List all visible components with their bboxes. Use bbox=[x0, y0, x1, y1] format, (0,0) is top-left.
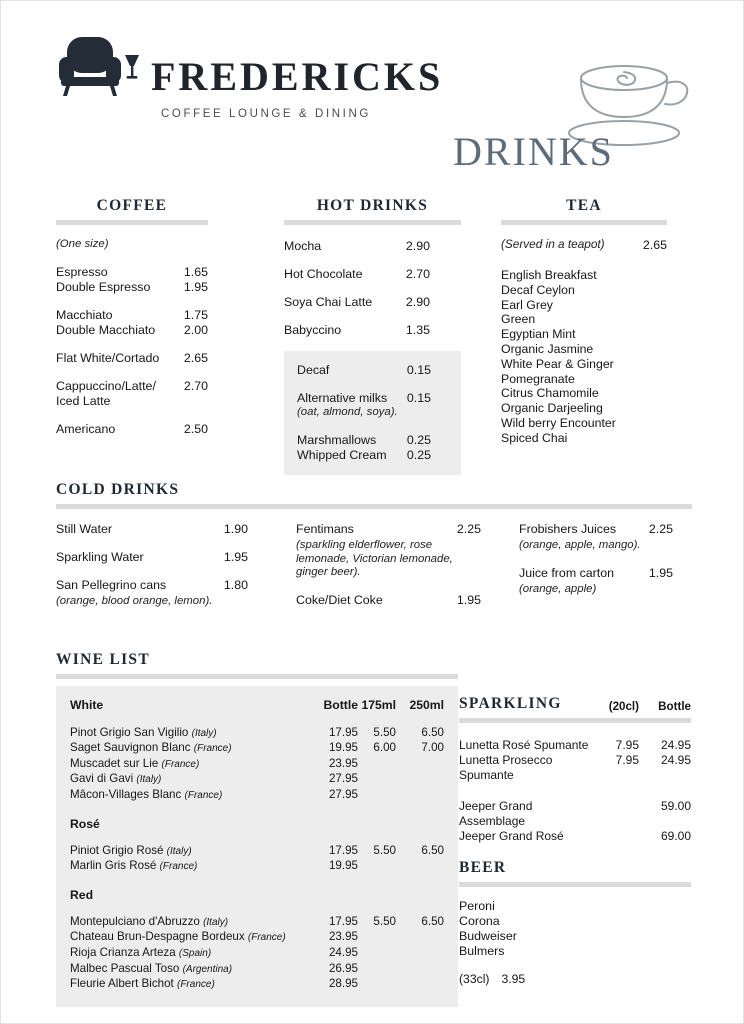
menu-item-row bbox=[296, 593, 481, 608]
menu-item bbox=[519, 522, 673, 553]
item-name: Espresso bbox=[56, 264, 108, 279]
wine-list-panel bbox=[56, 686, 458, 1007]
wine-origin: (France) bbox=[161, 758, 200, 770]
wine-name: Fleurie Albert Bichot bbox=[70, 977, 174, 991]
item-price-bottle: 24.95 bbox=[660, 738, 691, 752]
coffee-group bbox=[56, 265, 208, 295]
item-price: 1.95 bbox=[456, 592, 481, 607]
coffee-group bbox=[56, 379, 208, 409]
item-name: Lunetta Prosecco Spumante bbox=[459, 753, 553, 782]
coffee-title-underline bbox=[56, 220, 208, 225]
item-name: Alternative milks bbox=[297, 391, 388, 405]
wine-origin: (Argentina) bbox=[182, 963, 233, 975]
menu-item-row bbox=[459, 799, 691, 829]
item-price: 2.65 bbox=[183, 350, 208, 365]
brand-title: FREDERICKS bbox=[151, 54, 444, 99]
wine-price-175ml: 5.50 bbox=[373, 914, 396, 928]
wine-column-250ml: 250ml bbox=[409, 698, 444, 712]
wine-price-bottle: 27.95 bbox=[328, 772, 358, 786]
item-price: 1.95 bbox=[648, 565, 673, 580]
tea-title-underline bbox=[501, 220, 667, 225]
wine-list-section-title: WINE LIST bbox=[56, 651, 150, 668]
wine-row bbox=[70, 788, 444, 804]
menu-item-row bbox=[56, 379, 208, 394]
wine-rows-rose bbox=[70, 844, 444, 875]
wine-table-header bbox=[70, 698, 444, 713]
item-name: Frobishers Juices bbox=[519, 522, 617, 536]
coffee-size-note: (One size) bbox=[56, 238, 109, 250]
wine-origin: (Italy) bbox=[191, 727, 217, 739]
item-name: Lunetta Rosé Spumante bbox=[459, 738, 589, 752]
tea-price: 2.65 bbox=[642, 238, 667, 252]
wine-price-250ml: 6.50 bbox=[421, 843, 444, 857]
cold-drinks-column-2 bbox=[296, 522, 481, 622]
item-name: Mocha bbox=[284, 239, 322, 253]
wine-column-bottle: Bottle bbox=[323, 698, 358, 712]
wine-row bbox=[70, 844, 444, 860]
beer-size-note: (33cl) bbox=[459, 972, 490, 986]
wine-price-bottle: 19.95 bbox=[328, 741, 358, 755]
wine-name: Muscadet sur Lie bbox=[70, 756, 159, 770]
hot-drinks-section bbox=[284, 197, 461, 475]
wine-name: Marlin Gris Rosé bbox=[70, 859, 157, 873]
tea-variety: Citrus Chamomile bbox=[501, 386, 599, 401]
menu-item-row bbox=[459, 753, 691, 783]
wine-origin: (France) bbox=[247, 932, 286, 944]
menu-item-row bbox=[459, 738, 691, 753]
wine-category-label: Red bbox=[70, 887, 94, 902]
item-price: 0.15 bbox=[406, 391, 431, 405]
wine-origin: (France) bbox=[176, 979, 215, 991]
tea-variety: Pomegranate bbox=[501, 371, 575, 386]
cold-drinks-title-underline bbox=[56, 504, 692, 509]
item-price-20cl: 7.95 bbox=[615, 738, 639, 752]
item-name: Soya Chai Latte bbox=[284, 295, 373, 309]
wine-rows-white bbox=[70, 726, 444, 804]
brand-tagline: COFFEE LOUNGE & DINING bbox=[161, 108, 371, 120]
wine-name: Saget Sauvignon Blanc bbox=[70, 741, 191, 755]
item-price: 1.75 bbox=[183, 307, 208, 322]
menu-item-row bbox=[56, 422, 208, 437]
item-name: San Pellegrino cans bbox=[56, 578, 167, 592]
item-name: Americano bbox=[56, 421, 116, 436]
sparkling-column-20cl: (20cl) bbox=[608, 700, 639, 713]
item-name: Flat White/Cortado bbox=[56, 350, 160, 365]
page-title: DRINKS bbox=[453, 129, 614, 174]
item-note: (orange, apple) bbox=[519, 582, 597, 595]
wine-price-bottle: 26.95 bbox=[328, 961, 358, 975]
beer-size-row bbox=[459, 972, 691, 986]
wine-row bbox=[70, 977, 444, 993]
item-name: Marshmallows bbox=[297, 432, 377, 447]
wine-row bbox=[70, 726, 444, 742]
menu-item-row bbox=[519, 566, 673, 581]
wine-origin: (Italy) bbox=[136, 774, 162, 786]
item-name: Whipped Cream bbox=[297, 447, 387, 462]
wine-price-250ml: 6.50 bbox=[421, 725, 444, 739]
wine-row bbox=[70, 946, 444, 962]
tea-variety: Decaf Ceylon bbox=[501, 282, 575, 297]
item-price-20cl: 7.95 bbox=[615, 753, 639, 767]
item-name: Babyccino bbox=[284, 323, 342, 337]
sparkling-columns-header bbox=[599, 700, 691, 713]
item-price-bottle: 59.00 bbox=[660, 799, 691, 813]
wine-price-bottle: 17.95 bbox=[328, 725, 358, 739]
tea-variety: Egyptian Mint bbox=[501, 327, 576, 342]
item-name: Hot Chocolate bbox=[284, 267, 363, 281]
item-price-bottle: 69.00 bbox=[660, 829, 691, 843]
beer-item: Budweiser bbox=[459, 929, 517, 943]
item-note: (orange, blood orange, lemon). bbox=[56, 595, 213, 607]
beer-item: Peroni bbox=[459, 899, 495, 913]
tea-variety: Organic Jasmine bbox=[501, 341, 594, 356]
coffee-group bbox=[56, 308, 208, 338]
tea-variety: Green bbox=[501, 312, 536, 327]
tea-variety: Organic Darjeeling bbox=[501, 401, 603, 416]
menu-item-row bbox=[56, 265, 208, 280]
item-name: Still Water bbox=[56, 522, 112, 536]
tea-serving-row bbox=[501, 238, 667, 253]
menu-item-row bbox=[296, 522, 481, 537]
coffee-section bbox=[56, 197, 208, 437]
wine-name: Mâcon-Villages Blanc bbox=[70, 787, 182, 801]
tea-variety: White Pear & Ginger bbox=[501, 356, 614, 371]
menu-item-row bbox=[284, 267, 430, 282]
wine-price-175ml: 5.50 bbox=[373, 843, 396, 857]
wine-price-bottle: 17.95 bbox=[328, 843, 358, 857]
item-price: 1.80 bbox=[223, 578, 248, 592]
item-price: 2.90 bbox=[405, 295, 430, 309]
cold-drinks-section bbox=[56, 481, 692, 622]
wine-name: Pinot Grigio San Vigilio bbox=[70, 725, 189, 739]
cold-drinks-column-3 bbox=[519, 522, 673, 622]
beer-section bbox=[459, 859, 691, 986]
menu-item-row bbox=[284, 239, 430, 254]
wine-price-250ml: 6.50 bbox=[421, 914, 444, 928]
item-price: 0.25 bbox=[406, 432, 431, 447]
hot-drinks-list bbox=[284, 239, 461, 338]
wine-price-bottle: 24.95 bbox=[328, 945, 358, 959]
item-name: Jeeper Grand Assemblage bbox=[459, 799, 533, 828]
menu-item-row bbox=[56, 323, 208, 338]
item-price: 2.70 bbox=[183, 378, 208, 393]
wine-list-title-underline bbox=[56, 674, 458, 679]
menu-item bbox=[519, 566, 673, 597]
wine-price-bottle: 23.95 bbox=[328, 930, 358, 944]
wine-row bbox=[70, 962, 444, 978]
hot-drinks-section-title: HOT DRINKS bbox=[316, 197, 429, 214]
item-name: Coke/Diet Coke bbox=[296, 592, 383, 607]
menu-item-row bbox=[297, 433, 431, 448]
sparkling-section-title: SPARKLING bbox=[459, 695, 562, 712]
wine-category-label: Rosé bbox=[70, 816, 100, 831]
tea-serving-note: (Served in a teapot) bbox=[501, 237, 605, 251]
menu-item bbox=[56, 550, 248, 565]
wine-row bbox=[70, 772, 444, 788]
coffee-section-title: COFFEE bbox=[96, 197, 168, 214]
beer-item: Corona bbox=[459, 914, 500, 928]
menu-item-row bbox=[56, 394, 208, 409]
item-price: 1.65 bbox=[183, 264, 208, 279]
menu-item-row bbox=[297, 391, 431, 406]
wine-row bbox=[70, 930, 444, 946]
sparkling-title-underline bbox=[459, 718, 691, 723]
wine-origin: (Spain) bbox=[178, 947, 212, 959]
beer-section-title: BEER bbox=[459, 859, 507, 876]
hot-drinks-title-underline bbox=[284, 220, 461, 225]
item-name: Decaf bbox=[297, 363, 330, 377]
beer-item: Bulmers bbox=[459, 944, 505, 958]
item-price: 0.15 bbox=[406, 363, 431, 377]
menu-item-row bbox=[56, 550, 248, 565]
menu-item-row bbox=[459, 829, 691, 844]
item-note: (oat, almond, soya). bbox=[297, 406, 398, 418]
wine-row bbox=[70, 859, 444, 875]
wine-name: Chateau Brun-Despagne Bordeux bbox=[70, 930, 245, 944]
wine-price-175ml: 5.50 bbox=[373, 725, 396, 739]
cold-drinks-column-1 bbox=[56, 522, 248, 622]
item-price: 2.50 bbox=[183, 421, 208, 436]
menu-item bbox=[56, 578, 248, 609]
cold-drinks-section-title: COLD DRINKS bbox=[56, 481, 180, 498]
menu-item-row bbox=[56, 280, 208, 295]
item-name: Jeeper Grand Rosé bbox=[459, 829, 564, 843]
item-name: Fentimans bbox=[296, 522, 354, 536]
wine-row bbox=[70, 915, 444, 931]
menu-item-row bbox=[519, 522, 673, 537]
tea-variety-list bbox=[501, 268, 667, 446]
tea-variety: Spiced Chai bbox=[501, 430, 568, 445]
wine-name: Montepulciano d'Abruzzo bbox=[70, 914, 200, 928]
wine-origin: (Italy) bbox=[166, 845, 192, 857]
beer-title-underline bbox=[459, 882, 691, 887]
item-price: 1.35 bbox=[405, 323, 430, 337]
menu-item-row bbox=[284, 295, 430, 310]
tea-section-title: TEA bbox=[566, 197, 602, 214]
item-price: 0.25 bbox=[406, 447, 431, 462]
wine-list-section bbox=[56, 651, 458, 1007]
wine-origin: (France) bbox=[159, 861, 198, 873]
wine-price-175ml: 6.00 bbox=[373, 741, 396, 755]
coffee-group bbox=[56, 422, 208, 437]
tea-variety: Earl Grey bbox=[501, 297, 553, 312]
sparkling-section bbox=[459, 695, 691, 844]
item-price: 2.00 bbox=[183, 322, 208, 337]
wine-origin: (Italy) bbox=[203, 916, 229, 928]
item-note: (sparkling elderflower, rose lemonade, Victorian lemonade, ginger beer). bbox=[296, 539, 453, 578]
coffee-group bbox=[56, 351, 208, 366]
menu-item-row bbox=[297, 448, 431, 463]
menu-item-row bbox=[284, 323, 430, 338]
item-price: 2.70 bbox=[405, 267, 430, 281]
beer-list bbox=[459, 899, 691, 959]
wine-price-bottle: 17.95 bbox=[328, 914, 358, 928]
wine-name: Piniot Grigio Rosé bbox=[70, 843, 164, 857]
item-note: (orange, apple, mango). bbox=[519, 539, 641, 551]
menu-item bbox=[296, 593, 481, 608]
wine-price-bottle: 27.95 bbox=[328, 787, 358, 801]
item-name: Juice from carton bbox=[519, 565, 615, 580]
item-price-bottle: 24.95 bbox=[660, 753, 691, 767]
item-name: Sparkling Water bbox=[56, 550, 144, 564]
wine-origin: (France) bbox=[193, 743, 232, 755]
wine-price-bottle: 23.95 bbox=[328, 756, 358, 770]
wine-price-bottle: 19.95 bbox=[328, 859, 358, 873]
menu-item bbox=[296, 522, 481, 580]
sparkling-column-bottle: Bottle bbox=[658, 700, 691, 713]
menu-item-row bbox=[56, 522, 248, 537]
beer-price: 3.95 bbox=[501, 972, 526, 986]
wine-name: Malbec Pascual Toso bbox=[70, 961, 180, 975]
item-name: Double Espresso bbox=[56, 279, 151, 294]
item-name: Macchiato bbox=[56, 307, 113, 322]
item-price: 2.25 bbox=[456, 522, 481, 536]
brand-logo bbox=[53, 35, 443, 120]
item-price: 2.25 bbox=[648, 522, 673, 536]
item-price: 1.95 bbox=[223, 550, 248, 564]
tea-section bbox=[501, 197, 667, 446]
wine-price-250ml: 7.00 bbox=[421, 741, 444, 755]
tea-variety: Wild berry Encounter bbox=[501, 415, 616, 430]
item-name: Cappuccino/Latte/ bbox=[56, 378, 156, 393]
wine-row bbox=[70, 741, 444, 757]
hot-drinks-extras-panel bbox=[284, 351, 461, 475]
wine-column-175ml: 175ml bbox=[361, 698, 396, 712]
item-price: 1.95 bbox=[183, 279, 208, 294]
wine-row bbox=[70, 757, 444, 773]
item-name: Iced Latte bbox=[56, 393, 111, 408]
wine-rows-red bbox=[70, 915, 444, 993]
menu-item-row bbox=[56, 308, 208, 323]
menu-item-row bbox=[56, 351, 208, 366]
wine-category-label: White bbox=[70, 698, 104, 712]
armchair-logo-icon bbox=[53, 35, 143, 99]
item-name: Double Macchiato bbox=[56, 322, 156, 337]
item-price: 2.90 bbox=[405, 239, 430, 253]
wine-price-bottle: 28.95 bbox=[328, 977, 358, 991]
menu-item-row bbox=[297, 363, 431, 378]
wine-name: Rioja Crianza Arteza bbox=[70, 945, 176, 959]
menu-item-row bbox=[56, 578, 248, 593]
item-price: 1.90 bbox=[223, 522, 248, 536]
sparkling-list bbox=[459, 738, 691, 844]
wine-name: Gavi di Gavi bbox=[70, 772, 134, 786]
menu-item bbox=[56, 522, 248, 537]
wine-origin: (France) bbox=[184, 789, 223, 801]
tea-variety: English Breakfast bbox=[501, 268, 597, 282]
